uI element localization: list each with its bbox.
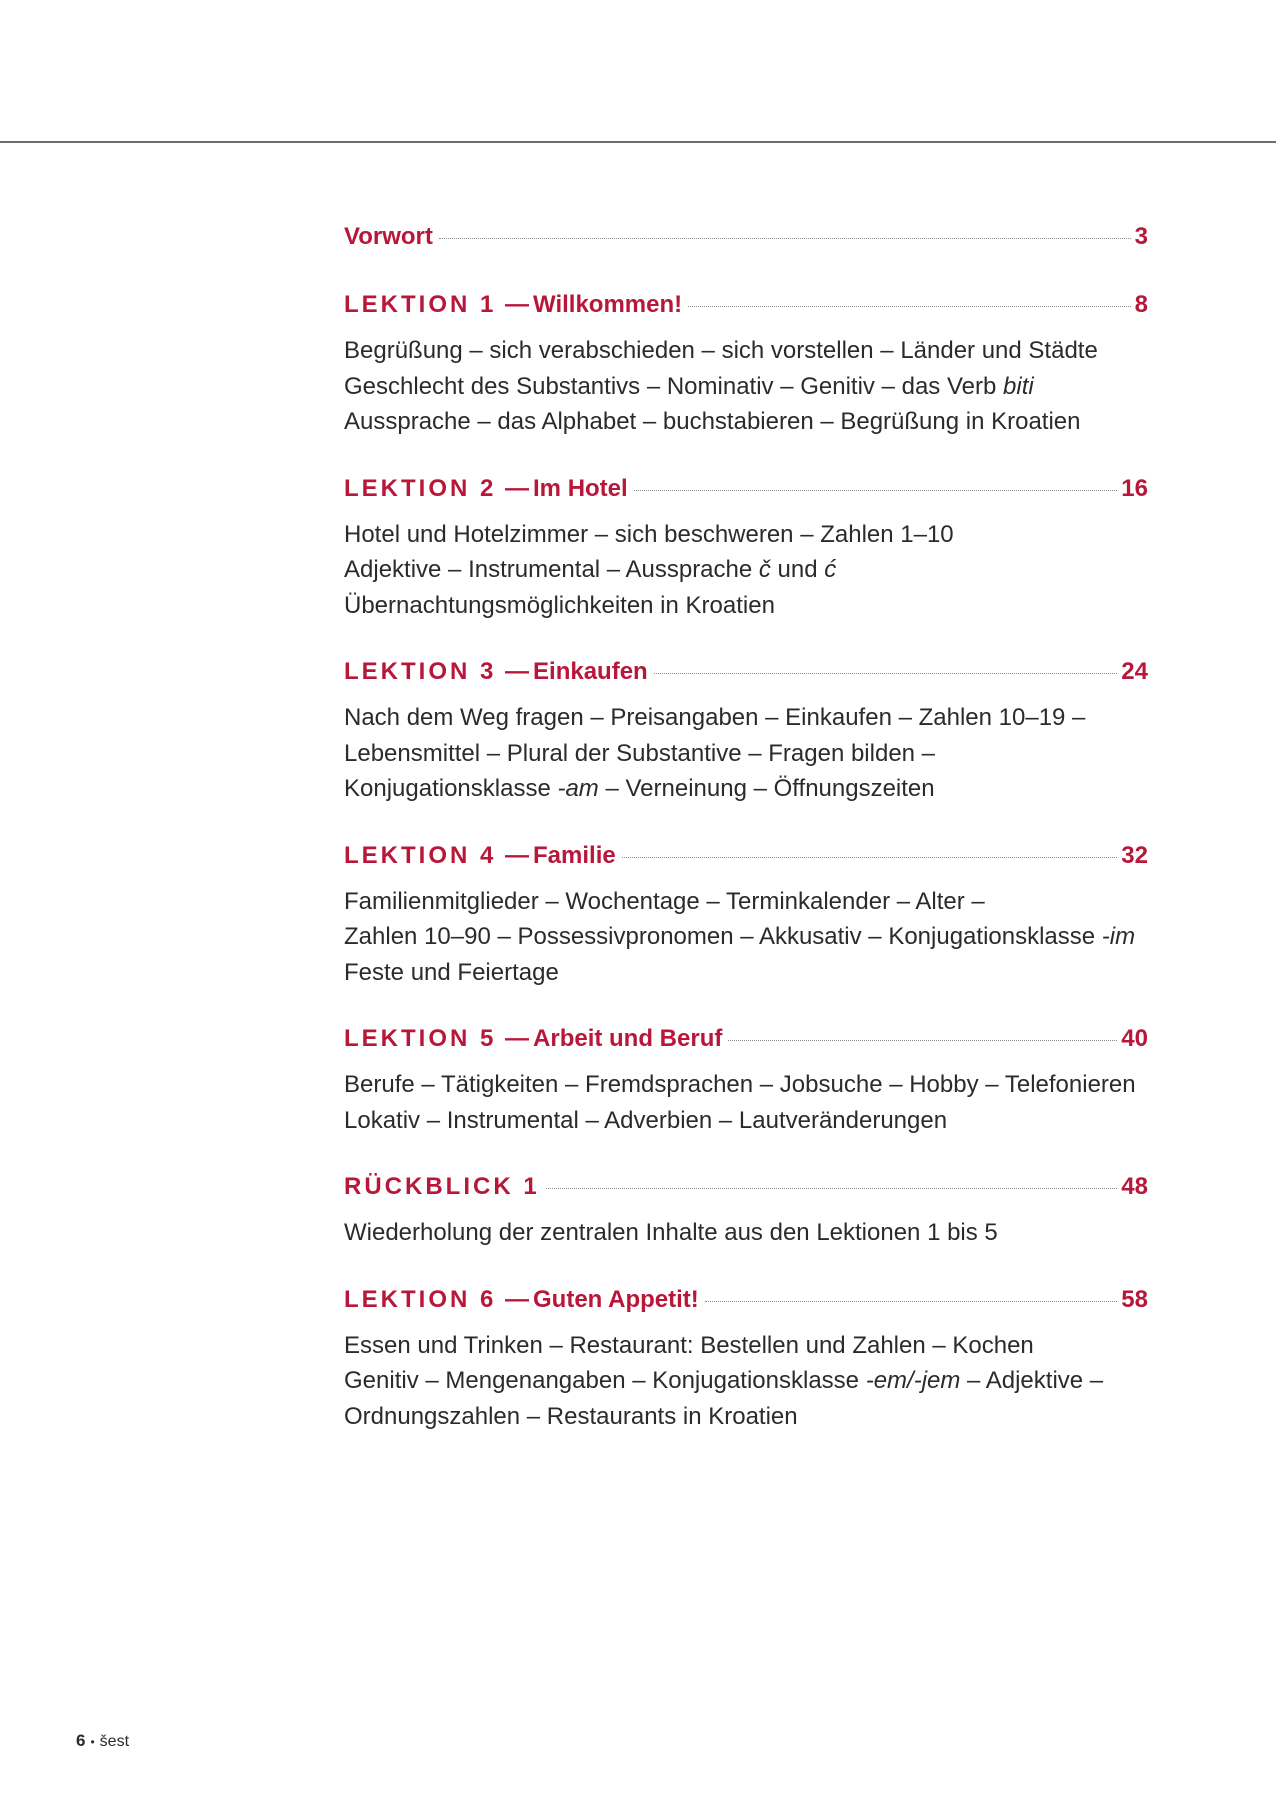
toc-page-number: 8 (1134, 291, 1148, 318)
toc-kicker: LEKTION 6 (344, 1285, 497, 1313)
toc-title (344, 656, 648, 688)
toc-title (344, 1171, 540, 1203)
toc-description-line (344, 1103, 1148, 1139)
toc-description (344, 884, 1148, 991)
toc-page-number: 3 (1134, 223, 1148, 250)
dot-leader (654, 673, 1118, 674)
italic-term: č (758, 556, 771, 583)
toc-description-line (344, 552, 1148, 588)
toc-description-line (344, 1067, 1148, 1103)
toc-title (344, 473, 628, 505)
toc-description-line (344, 1399, 1148, 1435)
dot-leader (688, 306, 1130, 307)
toc-page-number: 32 (1121, 841, 1148, 869)
toc-entry[interactable] (344, 840, 1148, 991)
toc-kicker: LEKTION 2 (344, 474, 497, 502)
toc-lesson-title: Einkaufen (533, 658, 648, 685)
dot-leader (622, 857, 1118, 858)
toc-description-line (344, 517, 1148, 553)
toc-title (344, 289, 682, 321)
toc-description (344, 1215, 1148, 1251)
toc-dash: — (505, 291, 530, 318)
header-rule (0, 141, 1276, 143)
toc-page-number: 58 (1121, 1285, 1148, 1313)
text-segment: Lokativ – Instrumental – Adverbien – Lautveränderungen (344, 1106, 948, 1134)
toc-page-number: 40 (1121, 1025, 1148, 1052)
footer-page-word: šest (99, 1733, 130, 1750)
toc-description-line (344, 700, 1148, 736)
toc-title: Vorwort (344, 223, 433, 250)
toc-description-line (344, 736, 1148, 772)
toc-description-line (344, 1363, 1148, 1399)
toc-description (344, 1067, 1148, 1138)
toc-page-number: 48 (1121, 1173, 1148, 1200)
italic-term: -em/-jem (865, 1367, 961, 1394)
toc-dash: — (505, 1025, 530, 1052)
toc-heading (344, 1171, 1148, 1203)
toc-title (344, 1023, 722, 1055)
toc-description-line (344, 1215, 1148, 1251)
toc-entry[interactable] (344, 289, 1148, 440)
toc-entry[interactable] (344, 1171, 1148, 1251)
dot-leader (728, 1040, 1117, 1041)
toc-dash: — (505, 474, 530, 502)
text-segment: Familienmitglieder – Wochentage – Terminkalender – Alter – (344, 887, 985, 915)
toc-title (344, 840, 616, 872)
dot-leader (439, 238, 1131, 239)
text-segment: Aussprache – das Alphabet – buchstabieren – Begrüßung in Kroatien (344, 408, 1081, 435)
page-footer (76, 1731, 129, 1751)
toc-lesson-title: Familie (533, 841, 616, 869)
text-segment: Geschlecht des Substantivs – Nominativ – Genitiv – das Verb (344, 372, 1004, 400)
italic-term: biti (1003, 372, 1034, 400)
text-segment: Übernachtungsmöglichkeiten in Kroatien (344, 591, 775, 619)
text-segment: Genitiv – Mengenangaben – Konjugationsklasse (344, 1367, 866, 1394)
toc-description-line (344, 884, 1148, 920)
toc-page-number: 24 (1121, 658, 1148, 685)
toc-description (344, 1328, 1148, 1435)
text-segment: Ordnungszahlen – Restaurants in Kroatien (344, 1402, 798, 1430)
text-segment: und (770, 556, 825, 583)
toc-description-line (344, 404, 1148, 440)
toc-lesson-title: Guten Appetit! (533, 1285, 699, 1313)
toc-heading (344, 221, 1148, 253)
dot-leader (546, 1188, 1118, 1189)
toc-description-line (344, 771, 1148, 807)
text-segment: Adjektive – Instrumental – Aussprache (344, 556, 759, 583)
toc-kicker: LEKTION 4 (344, 841, 497, 869)
text-segment: Zahlen 10–90 – Possessivpronomen – Akkusativ – Konjugationsklasse (344, 923, 1102, 950)
italic-term: -am (557, 775, 599, 802)
toc-description-line (344, 588, 1148, 624)
toc-dash: — (505, 841, 530, 869)
table-of-contents (344, 221, 1148, 1467)
toc-kicker: RÜCKBLICK 1 (344, 1173, 540, 1200)
text-segment: Nach dem Weg fragen – Preisangaben – Einkaufen – Zahlen 10–19 – (344, 704, 1086, 731)
italic-term: ć (824, 556, 837, 583)
text-segment: Konjugationsklasse (344, 775, 558, 802)
toc-heading (344, 656, 1148, 688)
footer-page-number: 6 (76, 1731, 86, 1750)
toc-description (344, 333, 1148, 440)
text-segment: – Adjektive – (960, 1367, 1104, 1394)
toc-page-number: 16 (1121, 474, 1148, 502)
toc-title (344, 1284, 699, 1316)
toc-heading (344, 1284, 1148, 1316)
toc-description-line (344, 333, 1148, 369)
text-segment: Hotel und Hotelzimmer – sich beschweren – Zahlen 1–10 (344, 520, 954, 548)
toc-heading (344, 840, 1148, 872)
toc-entry[interactable] (344, 473, 1148, 624)
footer-separator: • (90, 1735, 95, 1749)
toc-description-line (344, 1328, 1148, 1364)
toc-kicker: LEKTION 1 (344, 291, 497, 318)
toc-heading (344, 473, 1148, 505)
toc-entry[interactable] (344, 656, 1148, 807)
toc-kicker: LEKTION 3 (344, 658, 497, 685)
toc-description-line (344, 955, 1148, 991)
toc-description (344, 700, 1148, 807)
dot-leader (634, 490, 1118, 491)
dot-leader (705, 1301, 1118, 1302)
text-segment: Berufe – Tätigkeiten – Fremdsprachen – Jobsuche – Hobby – Telefonieren (344, 1071, 1136, 1098)
toc-lesson-title: Im Hotel (533, 474, 628, 502)
text-segment: Essen und Trinken – Restaurant: Bestellen und Zahlen – Kochen (344, 1331, 1034, 1359)
toc-dash: — (505, 658, 530, 685)
text-segment: Lebensmittel – Plural der Substantive – Fragen bilden – (344, 739, 936, 767)
toc-entry[interactable] (344, 1284, 1148, 1435)
text-segment: Begrüßung – sich verabschieden – sich vorstellen – Länder und Städte (344, 337, 1098, 364)
text-segment: – Verneinung – Öffnungszeiten (598, 775, 935, 802)
toc-kicker: LEKTION 5 (344, 1025, 497, 1052)
toc-heading (344, 1023, 1148, 1055)
toc-lesson-title: Arbeit und Beruf (533, 1025, 723, 1052)
toc-lesson-title: Willkommen! (533, 291, 683, 318)
text-segment: Feste und Feiertage (344, 958, 559, 986)
toc-entry-vorwort[interactable] (344, 221, 1148, 253)
toc-entry[interactable] (344, 1023, 1148, 1138)
toc-description (344, 517, 1148, 624)
italic-term: -im (1101, 923, 1136, 950)
toc-description-line (344, 369, 1148, 405)
toc-entries (344, 289, 1148, 1434)
toc-dash: — (505, 1285, 530, 1313)
toc-description-line (344, 919, 1148, 955)
text-segment: Wiederholung der zentralen Inhalte aus den Lektionen 1 bis 5 (344, 1219, 998, 1246)
toc-heading (344, 289, 1148, 321)
